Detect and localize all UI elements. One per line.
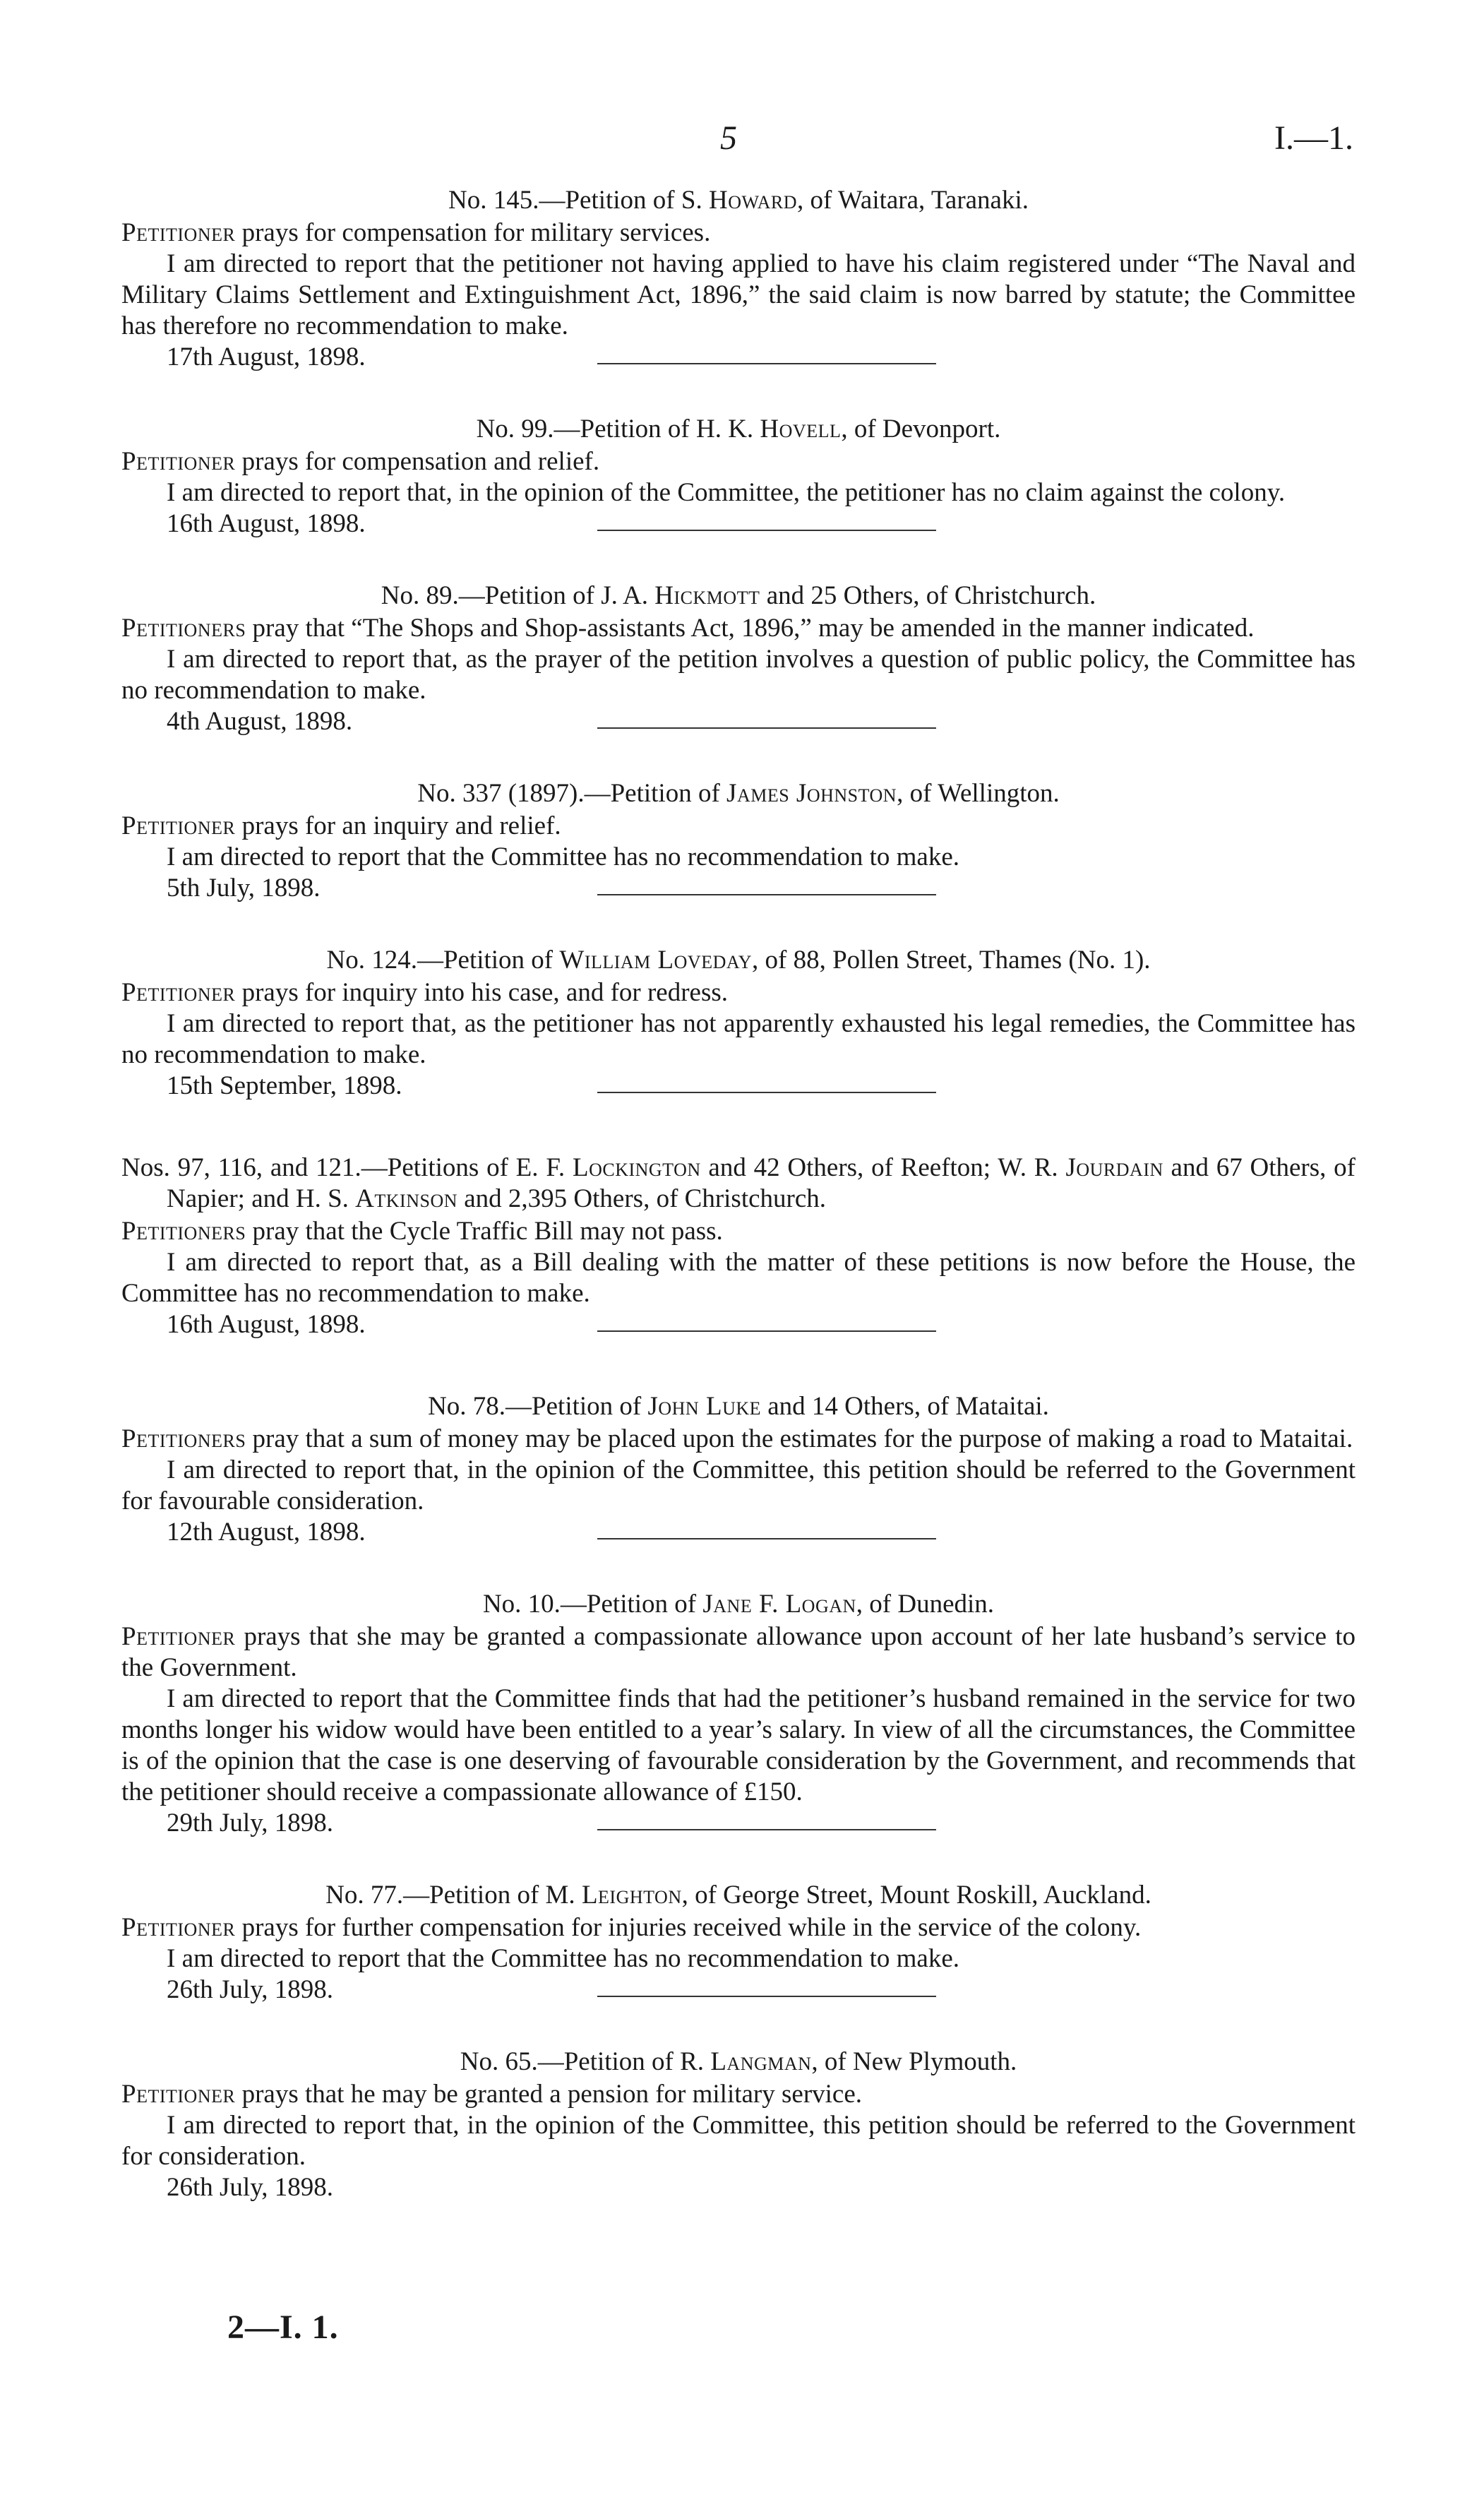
petitioner-name: Langman [710, 2047, 812, 2076]
petition-heading: No. 99.—Petition of H. K. Hovell, of Devonport. [476, 415, 1001, 443]
section-divider [597, 1538, 936, 1539]
petitioner-name: Jourdain [1065, 1153, 1163, 1182]
section-divider [597, 894, 936, 895]
report-date: 4th August, 1898. [167, 707, 353, 736]
petition-78 [121, 1391, 1356, 1547]
petitioner-name: Hovell [760, 415, 842, 443]
report-date: 17th August, 1898. [167, 342, 366, 371]
petition-heading: Nos. 97, 116, and 121.—Petitions of E. F. Lockington and 42 Others, of Reefton; W. R. Jourdain and 67 Others, of Napier; and H. S. Atkinson and 2,395 Others, of Christchurch. [121, 1153, 1356, 1213]
report-date: 26th July, 1898. [167, 1975, 334, 2004]
petition-heading: No. 10.—Petition of Jane F. Logan, of Dunedin. [482, 1590, 995, 1619]
petitioner-name: Leighton [581, 1881, 682, 1910]
committee-report: I am directed to report that the Committee finds that had the petitioner’s husband remained in the service for two months longer his widow would have been entitled to a year’s salary. In view of all the circumstances, the Committee is of the opinion that the case is one deserving of favourable consideration by the Government, and recommends that the petitioner should receive a compassionate allowance of £150. [121, 1684, 1356, 1806]
committee-report: I am directed to report that the Committee has no recommendation to make. [167, 1944, 960, 1973]
petition-heading: No. 124.—Petition of William Loveday, of 88, Pollen Street, Thames (No. 1). [326, 946, 1151, 975]
petitioner-name: Atkinson [355, 1184, 457, 1213]
section-divider [597, 1829, 936, 1830]
petition-heading: No. 78.—Petition of John Luke and 14 Others, of Mataitai. [428, 1392, 1049, 1421]
petition-124 [121, 945, 1356, 1100]
petitions-column [121, 185, 1356, 2203]
committee-report: I am directed to report that, in the opinion of the Committee, this petition should be referred to the Government for favourable consideration. [121, 1455, 1356, 1515]
petitioner-name: Jane F. Logan [702, 1590, 856, 1619]
petitioner-name: William Loveday [559, 946, 753, 975]
petition-65 [121, 2047, 1356, 2203]
petition-heading: No. 77.—Petition of M. Leighton, of George Street, Mount Roskill, Auckland. [325, 1881, 1151, 1910]
section-divider [597, 1330, 936, 1332]
petition-97-116-121 [121, 1152, 1356, 1339]
petition-prayer: Petitioners pray that the Cycle Traffic Bill may not pass. [121, 1217, 723, 1246]
report-date: 16th August, 1898. [167, 1310, 366, 1339]
committee-report: I am directed to report that, in the opinion of the Committee, this petition should be referred to the Government for consideration. [121, 2111, 1356, 2171]
section-divider [597, 1996, 936, 1997]
petitioner-name: Howard [708, 186, 798, 215]
petition-prayer: Petitioner prays for compensation for military services. [121, 218, 711, 247]
petitioner-name: Lockington [572, 1153, 701, 1182]
petition-99 [121, 414, 1356, 538]
document-reference: I.—1. [1274, 119, 1353, 157]
petition-77 [121, 1880, 1356, 2004]
petition-145 [121, 185, 1356, 371]
petitioner-name: James Johnston [726, 779, 897, 808]
petition-prayer: Petitioner prays that he may be granted a pension for military service. [121, 2080, 863, 2109]
committee-report: I am directed to report that, as the petitioner has not apparently exhausted his legal remedies, the Committee has no recommendation to make. [121, 1009, 1356, 1069]
petition-heading: No. 89.—Petition of J. A. Hickmott and 25 Others, of Christchurch. [381, 581, 1096, 610]
page-number: 5 [720, 119, 737, 157]
petition-prayer: Petitioner prays that she may be granted a compassionate allowance upon account of her late husband’s service to the Government. [121, 1622, 1356, 1682]
signature-mark: 2—I. 1. [227, 2309, 339, 2346]
petition-89 [121, 580, 1356, 736]
petition-prayer: Petitioners pray that a sum of money may be placed upon the estimates for the purpose of making a road to Mataitai. [121, 1424, 1353, 1453]
committee-report: I am directed to report that, as the prayer of the petition involves a question of public policy, the Committee has no recommendation to make. [121, 645, 1356, 705]
committee-report: I am directed to report that, in the opinion of the Committee, the petitioner has no claim against the colony. [167, 478, 1286, 507]
report-date: 29th July, 1898. [167, 1809, 334, 1837]
petition-337 [121, 778, 1356, 902]
petition-10 [121, 1589, 1356, 1837]
report-date: 5th July, 1898. [167, 874, 321, 902]
petition-prayer: Petitioner prays for an inquiry and relief. [121, 811, 561, 840]
report-date: 12th August, 1898. [167, 1518, 366, 1547]
section-divider [597, 530, 936, 531]
petitioner-name: Hickmott [654, 581, 760, 610]
section-divider [597, 363, 936, 364]
petition-prayer: Petitioner prays for inquiry into his case, and for redress. [121, 978, 728, 1007]
petition-prayer: Petitioners pray that “The Shops and Shop-assistants Act, 1896,” may be amended in the manner indicated. [121, 614, 1255, 643]
petition-heading: No. 65.—Petition of R. Langman, of New Plymouth. [460, 2047, 1017, 2076]
committee-report: I am directed to report that, as a Bill dealing with the matter of these petitions is now before the House, the Committee has no recommendation to make. [121, 1248, 1356, 1308]
petitioner-name: John Luke [647, 1392, 761, 1421]
committee-report: I am directed to report that the petitioner not having applied to have his claim registered under “The Naval and Military Claims Settlement and Extinguishment Act, 1896,” the said claim is now barred by statute; the Committee has therefore no recommendation to make. [121, 249, 1356, 340]
petition-prayer: Petitioner prays for compensation and relief. [121, 447, 600, 476]
report-date: 16th August, 1898. [167, 509, 366, 538]
petition-heading: No. 145.—Petition of S. Howard, of Waitara, Taranaki. [448, 186, 1029, 215]
committee-report: I am directed to report that the Committee has no recommendation to make. [167, 842, 960, 871]
petition-prayer: Petitioner prays for further compensation for injuries received while in the service of the colony. [121, 1913, 1142, 1942]
section-divider [597, 1092, 936, 1093]
report-date: 15th September, 1898. [167, 1071, 402, 1100]
petition-heading: No. 337 (1897).—Petition of James Johnston, of Wellington. [417, 779, 1060, 808]
report-date: 26th July, 1898. [167, 2173, 334, 2202]
section-divider [597, 727, 936, 729]
